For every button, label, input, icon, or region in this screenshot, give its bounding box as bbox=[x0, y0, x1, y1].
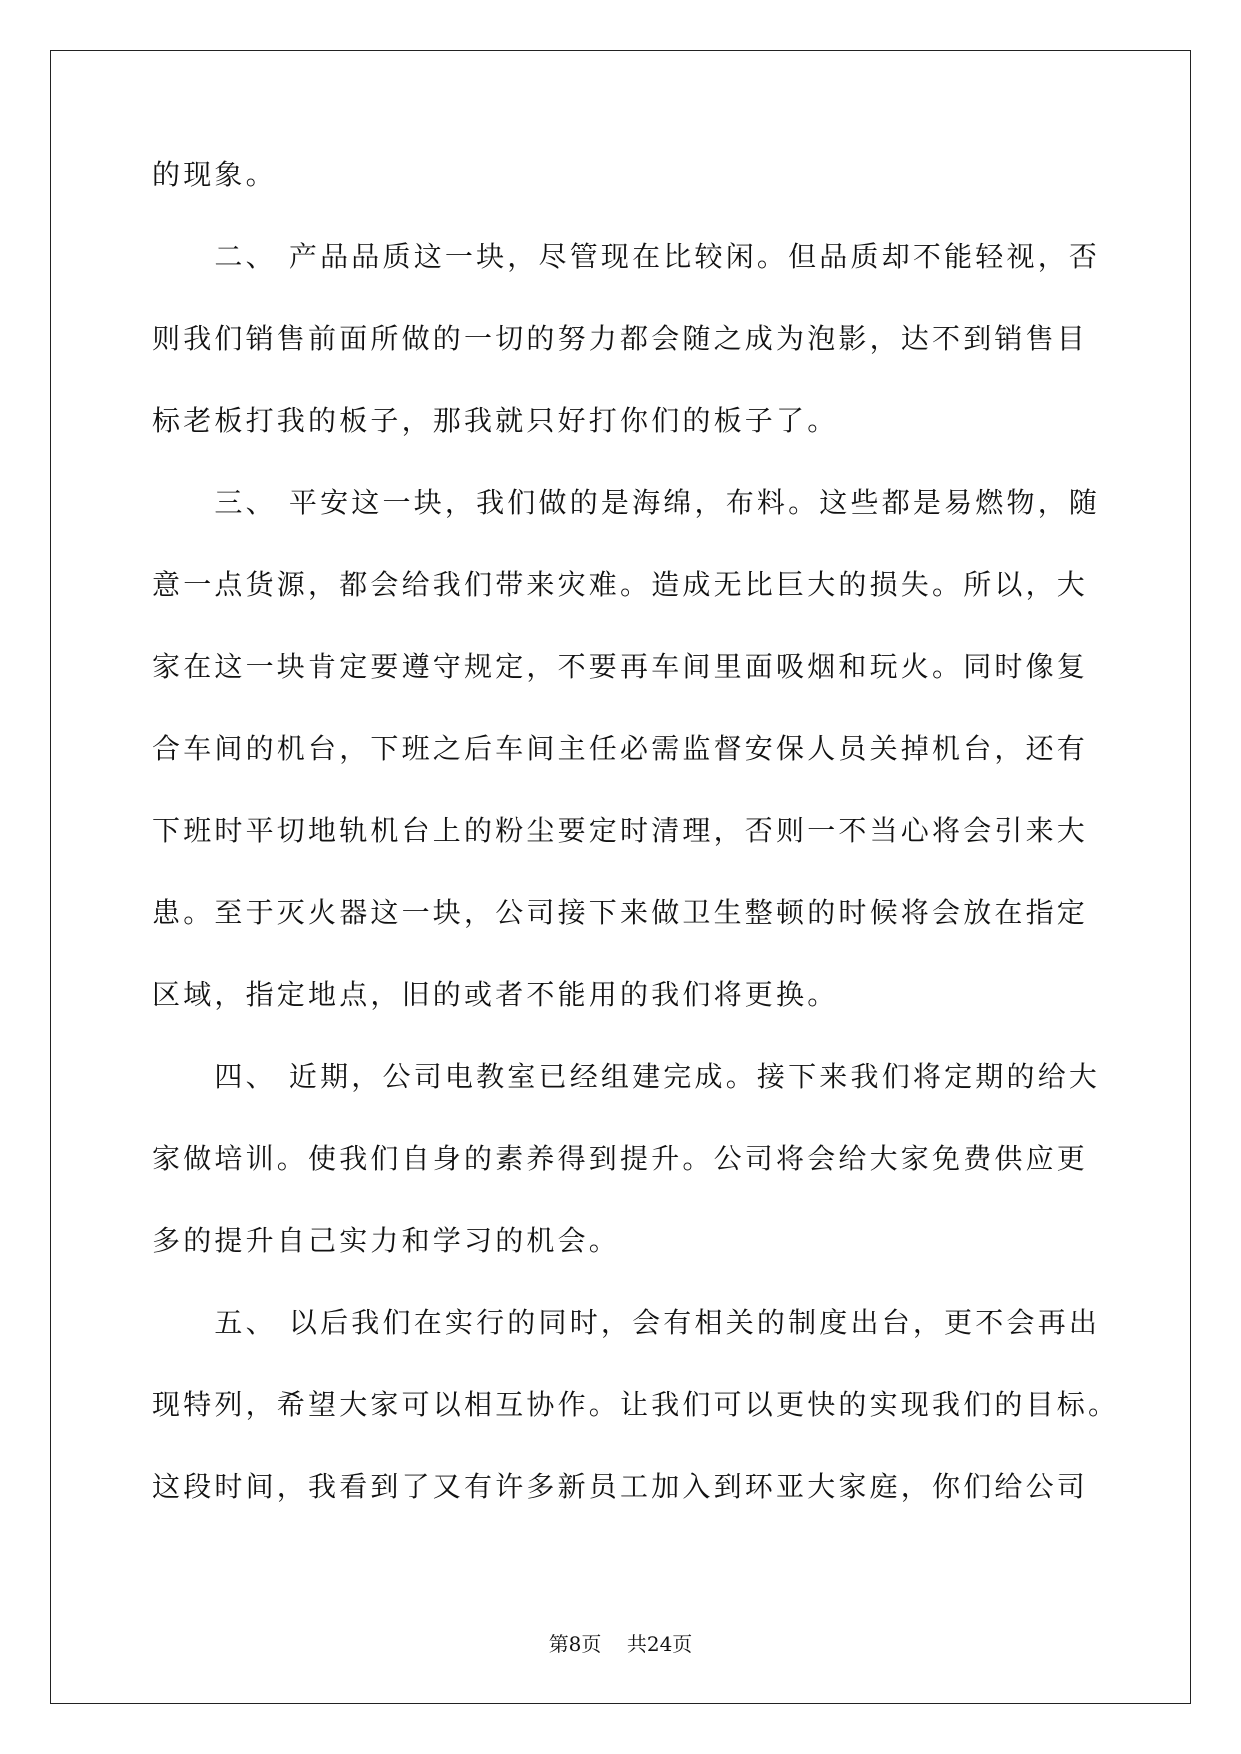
text-line: 家做培训。使我们自身的素养得到提升。公司将会给大家免费供应更 bbox=[152, 1142, 1089, 1175]
text-line: 的现象。 bbox=[152, 158, 277, 191]
text-line: 意一点货源，都会给我们带来灾难。造成无比巨大的损失。所以，大 bbox=[152, 568, 1089, 601]
text-line: 家在这一块肯定要遵守规定，不要再车间里面吸烟和玩火。同时像复 bbox=[152, 650, 1089, 683]
text-line: 三、 平安这一块，我们做的是海绵，布料。这些都是易燃物，随 bbox=[152, 486, 1101, 519]
text-line: 这段时间，我看到了又有许多新员工加入到环亚大家庭，你们给公司 bbox=[152, 1470, 1089, 1503]
text-line: 四、 近期，公司电教室已经组建完成。接下来我们将定期的给大 bbox=[152, 1060, 1101, 1093]
text-line: 合车间的机台，下班之后车间主任必需监督安保人员关掉机台，还有 bbox=[152, 732, 1089, 765]
text-line: 二、 产品品质这一块，尽管现在比较闲。但品质却不能轻视，否 bbox=[152, 240, 1101, 273]
text-line: 下班时平切地轨机台上的粉尘要定时清理，否则一不当心将会引来大 bbox=[152, 814, 1089, 847]
text-line: 则我们销售前面所做的一切的努力都会随之成为泡影，达不到销售目 bbox=[152, 322, 1089, 355]
document-body bbox=[152, 158, 1120, 1554]
text-line: 多的提升自己实力和学习的机会。 bbox=[152, 1224, 621, 1257]
text-line: 现特列，希望大家可以相互协作。让我们可以更快的实现我们的目标。 bbox=[152, 1388, 1120, 1421]
text-line: 五、 以后我们在实行的同时，会有相关的制度出台，更不会再出 bbox=[152, 1306, 1101, 1339]
text-line: 标老板打我的板子，那我就只好打你们的板子了。 bbox=[152, 404, 839, 437]
page-number: 第8页 bbox=[548, 1632, 602, 1656]
page-total: 共24页 bbox=[626, 1632, 693, 1656]
text-line: 区域，指定地点，旧的或者不能用的我们将更换。 bbox=[152, 978, 839, 1011]
page-footer bbox=[0, 1628, 1241, 1657]
text-line: 患。至于灭火器这一块，公司接下来做卫生整顿的时候将会放在指定 bbox=[152, 896, 1089, 929]
